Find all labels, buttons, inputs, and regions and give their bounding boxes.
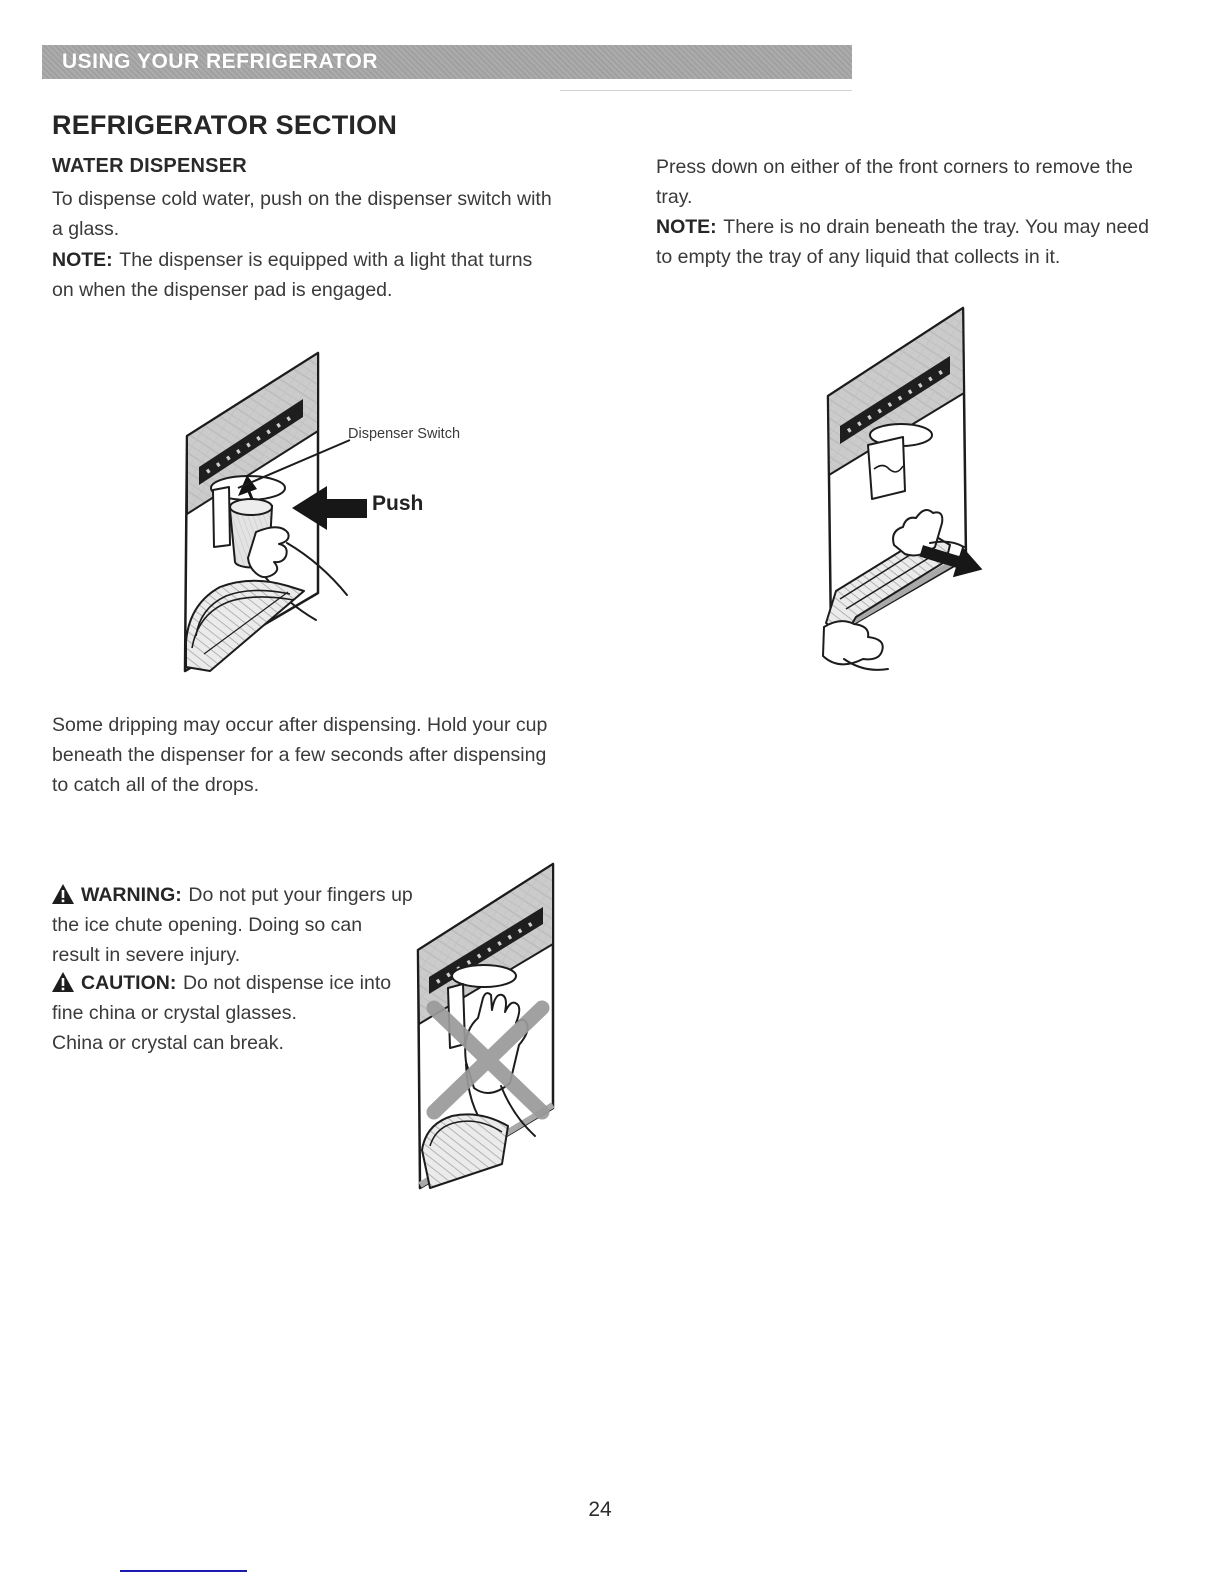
drip-tray	[422, 1114, 508, 1188]
caution-text: Do not dispense ice into fine china or crystal glasses.	[52, 972, 392, 1024]
tray-remove-paragraph	[656, 152, 1161, 212]
figure-ice-chute-prohibition	[396, 846, 571, 1196]
section-banner	[42, 45, 852, 79]
note-label: NOTE:	[52, 249, 113, 271]
note-text: There is no drain beneath the tray. You may need to empty the tray of any liquid that collects in it.	[656, 216, 1149, 268]
page-title: REFRIGERATOR SECTION	[52, 110, 398, 140]
page-number: 24	[588, 1498, 612, 1521]
dripping-text: Some dripping may occur after dispensing. Hold your cup beneath the dispenser for a few seconds after dispensing to catch all of the drops.	[52, 714, 548, 796]
banner-title: USING YOUR REFRIGERATOR	[62, 50, 379, 73]
dripping-paragraph	[52, 710, 564, 800]
dispense-instruction-paragraph	[52, 184, 557, 244]
figure-tray-removal	[798, 293, 1013, 678]
dispense-instruction-text: To dispense cold water, push on the dispenser switch with a glass.	[52, 188, 552, 240]
caution-text-2: China or crystal can break.	[52, 1032, 284, 1054]
tray-note-paragraph	[656, 212, 1168, 272]
caution-triangle-icon	[52, 972, 74, 992]
tray-remove-text: Press down on either of the front corners to remove the tray.	[656, 156, 1133, 208]
warning-triangle-icon	[52, 884, 74, 904]
note-text: The dispenser is equipped with a light that turns on when the dispenser pad is engaged.	[52, 249, 533, 301]
footer-blue-line	[120, 1570, 247, 1572]
subsection-title: WATER DISPENSER	[52, 155, 247, 177]
figure-water-dispenser	[140, 336, 570, 688]
warning-label: WARNING:	[81, 884, 182, 906]
dispenser-note-paragraph	[52, 245, 557, 305]
caution-label: CAUTION:	[81, 972, 177, 994]
caution-paragraph	[52, 968, 414, 1028]
banner-hairline	[560, 90, 852, 91]
caution-paragraph-2	[52, 1028, 414, 1058]
hand-bottom	[823, 621, 888, 670]
push-label: Push	[372, 492, 424, 515]
dispenser-switch-label: Dispenser Switch	[348, 426, 461, 442]
warning-text: Do not put your fingers up the ice chute opening. Doing so can result in severe injury.	[52, 884, 413, 966]
warning-paragraph	[52, 880, 414, 970]
note-label: NOTE:	[656, 216, 717, 238]
